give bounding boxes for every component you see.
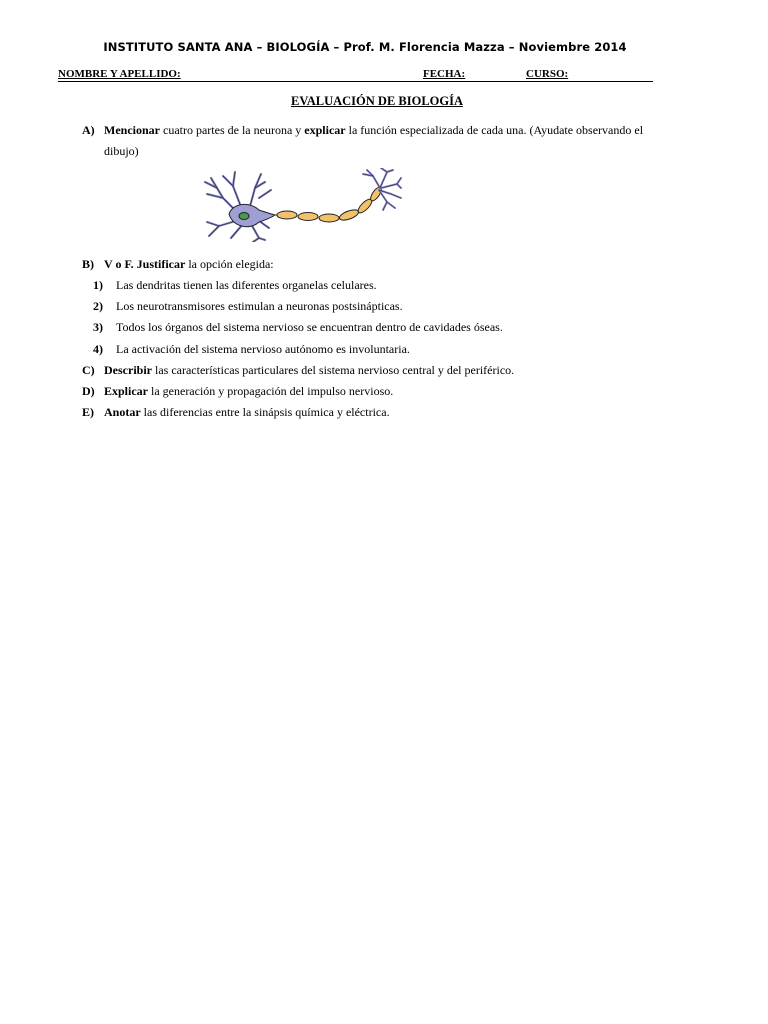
item-number: 2) — [93, 299, 103, 313]
question-d-verb: Explicar — [104, 384, 148, 398]
question-d — [82, 381, 702, 402]
question-a-text-2: la función especializada de cada una. (Ayudate observando el — [345, 123, 644, 137]
question-a — [82, 120, 696, 162]
item-number: 1) — [93, 278, 103, 292]
item-text: Todos los órganos del sistema nervioso se encuentran dentro de cavidades óseas. — [116, 320, 503, 334]
item-number: 3) — [93, 320, 103, 334]
question-b-verb: V o F. Justificar — [104, 257, 186, 271]
question-a-text-3: dibujo) — [104, 144, 139, 158]
question-e-verb: Anotar — [104, 405, 141, 419]
document-header: INSTITUTO SANTA ANA – BIOLOGÍA – Prof. M. Florencia Mazza – Noviembre 2014 — [103, 40, 627, 54]
question-b-text: la opción elegida: — [185, 257, 274, 271]
question-a-verb-2: explicar — [304, 123, 346, 137]
list-item — [93, 339, 693, 360]
nombre-field-label: NOMBRE Y APELLIDO: — [58, 68, 181, 80]
question-a-verb-1: Mencionar — [104, 123, 160, 137]
question-e-text: las diferencias entre la sinápsis química y eléctrica. — [140, 405, 390, 419]
item-number: 4) — [93, 342, 103, 356]
question-c — [82, 360, 702, 381]
item-text: Los neurotransmisores estimulan a neuronas postsinápticas. — [116, 299, 403, 313]
question-a-label: A) — [82, 123, 95, 137]
item-text: La activación del sistema nervioso autónomo es involuntaria. — [116, 342, 410, 356]
question-e — [82, 402, 702, 423]
list-item — [93, 296, 693, 317]
list-item — [93, 275, 693, 296]
question-a-text-1: cuatro partes de la neurona y — [160, 123, 305, 137]
question-c-verb: Describir — [104, 363, 152, 377]
question-c-label: C) — [82, 363, 95, 377]
question-d-text: la generación y propagación del impulso nervioso. — [148, 384, 394, 398]
curso-field-label: CURSO: — [526, 68, 569, 80]
question-b — [82, 254, 702, 275]
item-text: Las dendritas tienen las diferentes organelas celulares. — [116, 278, 377, 292]
question-c-text: las características particulares del sistema nervioso central y del periférico. — [151, 363, 515, 377]
question-e-label: E) — [82, 405, 94, 419]
neuron-drawing — [203, 168, 403, 242]
question-d-label: D) — [82, 384, 95, 398]
list-item — [93, 317, 693, 338]
exam-title: EVALUACIÓN DE BIOLOGÍA — [290, 94, 464, 108]
student-fields-line — [58, 67, 653, 82]
fecha-field-label: FECHA: — [423, 68, 466, 80]
question-b-label: B) — [82, 257, 94, 271]
